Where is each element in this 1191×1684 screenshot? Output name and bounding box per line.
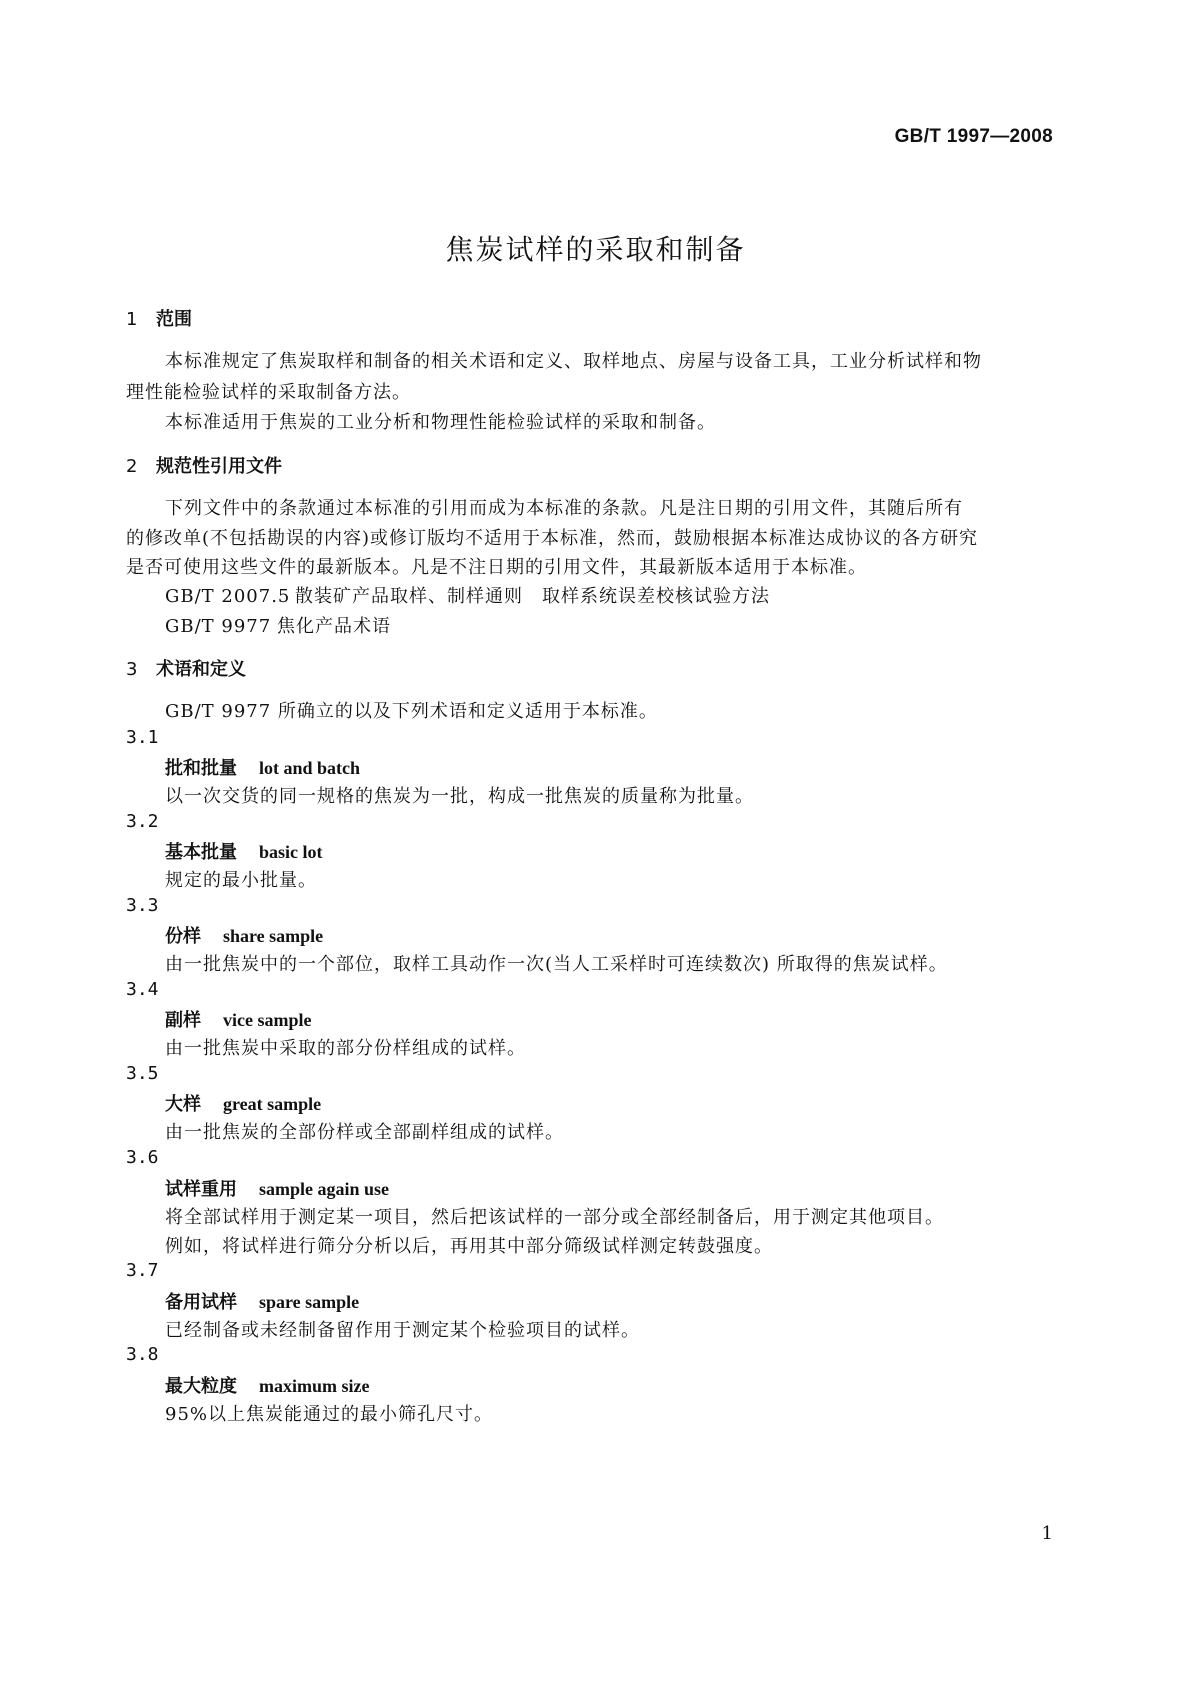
term-en: great sample xyxy=(223,1094,322,1114)
term-number: 3.2 xyxy=(126,811,159,832)
term-number: 3.3 xyxy=(126,895,159,916)
scope-para2: 本标准适用于焦炭的工业分析和物理性能检验试样的采取和制备。 xyxy=(165,412,716,433)
term-definition: 规定的最小批量。 xyxy=(165,870,317,891)
term-en: sample again use xyxy=(259,1179,390,1199)
term-en: basic lot xyxy=(259,842,323,862)
term-zh: 大样 xyxy=(165,1094,201,1115)
term-number: 3.8 xyxy=(126,1344,159,1365)
term-example: 例如，将试样进行筛分分析以后，再用其中部分筛级试样测定转鼓强度。 xyxy=(165,1236,773,1257)
document-title: 焦炭试样的采取和制备 xyxy=(445,233,746,266)
term-heading xyxy=(165,1372,369,1398)
term-zh: 副样 xyxy=(165,1010,201,1031)
term-heading xyxy=(165,922,323,948)
term-en: maximum size xyxy=(259,1376,370,1396)
term-heading xyxy=(165,1175,389,1201)
term-number: 3.7 xyxy=(126,1260,159,1281)
page-number: 1 xyxy=(1041,1523,1053,1544)
reference-title: 焦化产品术语 xyxy=(277,616,391,637)
term-number: 3.1 xyxy=(126,727,159,748)
term-zh: 基本批量 xyxy=(165,842,237,863)
term-definition: 由一批焦炭的全部份样或全部副样组成的试样。 xyxy=(165,1122,564,1143)
section-number: 2 xyxy=(126,456,138,477)
term-definition: 已经制备或未经制备留作用于测定某个检验项目的试样。 xyxy=(165,1320,640,1341)
term-en: lot and batch xyxy=(259,758,361,778)
section-2-heading xyxy=(126,452,282,478)
reference-code: GB/T 2007.5 xyxy=(165,586,291,607)
term-zh: 份样 xyxy=(165,926,201,947)
term-number: 3.5 xyxy=(126,1063,159,1084)
term-en: share sample xyxy=(223,926,324,946)
section-title: 术语和定义 xyxy=(156,659,246,680)
term-definition: 95%以上焦炭能通过的最小筛孔尺寸。 xyxy=(165,1404,494,1425)
term-heading xyxy=(165,1006,311,1032)
refs-para-line1: 下列文件中的条款通过本标准的引用而成为本标准的条款。凡是注日期的引用文件，其随后所有 xyxy=(165,498,963,519)
section-1-heading xyxy=(126,305,192,331)
term-number: 3.4 xyxy=(126,979,159,1000)
section-number: 3 xyxy=(126,659,138,680)
term-en: spare sample xyxy=(259,1292,360,1312)
term-number: 3.6 xyxy=(126,1147,159,1168)
standard-code: GB/T 1997—2008 xyxy=(894,126,1053,147)
reference-title: 散装矿产品取样、制样通则 取样系统误差校核试验方法 xyxy=(295,586,770,607)
terms-intro: GB/T 9977 所确立的以及下列术语和定义适用于本标准。 xyxy=(165,701,658,722)
term-heading xyxy=(165,1288,359,1314)
term-zh: 试样重用 xyxy=(165,1179,237,1200)
reference-item xyxy=(165,582,770,608)
scope-para1-line1: 本标准规定了焦炭取样和制备的相关术语和定义、取样地点、房屋与设备工具，工业分析试样和物 xyxy=(165,351,982,372)
section-title: 范围 xyxy=(156,309,192,330)
term-zh: 最大粒度 xyxy=(165,1376,237,1397)
term-heading xyxy=(165,754,360,780)
reference-code: GB/T 9977 xyxy=(165,616,272,637)
term-heading xyxy=(165,838,323,864)
term-definition: 由一批焦炭中采取的部分份样组成的试样。 xyxy=(165,1038,526,1059)
term-definition: 由一批焦炭中的一个部位，取样工具动作一次(当人工采样时可连续数次) 所取得的焦炭试样。 xyxy=(165,954,948,975)
scope-para1-line2: 理性能检验试样的采取制备方法。 xyxy=(126,382,411,403)
term-heading xyxy=(165,1090,321,1116)
term-zh: 批和批量 xyxy=(165,758,237,779)
section-number: 1 xyxy=(126,309,138,330)
reference-item xyxy=(165,612,391,638)
section-3-heading xyxy=(126,655,246,681)
term-definition: 以一次交货的同一规格的焦炭为一批，构成一批焦炭的质量称为批量。 xyxy=(165,786,754,807)
term-zh: 备用试样 xyxy=(165,1292,237,1313)
term-definition: 将全部试样用于测定某一项目，然后把该试样的一部分或全部经制备后，用于测定其他项目。 xyxy=(165,1207,944,1228)
refs-para-line3: 是否可使用这些文件的最新版本。凡是不注日期的引用文件，其最新版本适用于本标准。 xyxy=(126,557,867,578)
term-en: vice sample xyxy=(223,1010,312,1030)
section-title: 规范性引用文件 xyxy=(156,456,282,477)
refs-para-line2: 的修改单(不包括勘误的内容)或修订版均不适用于本标准，然而，鼓励根据本标准达成协议的各方研究 xyxy=(126,528,979,549)
